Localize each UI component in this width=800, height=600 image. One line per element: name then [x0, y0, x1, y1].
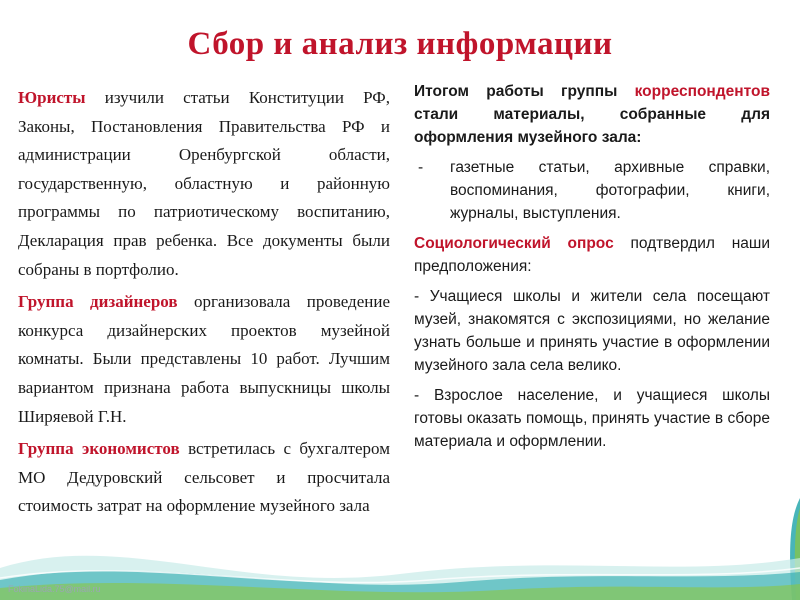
correspondents-text-b: стали материалы, собранные для оформления музейного зала:	[414, 106, 770, 146]
designers-text: организовала проведение конкурса дизайнерских проектов музейной комнаты. Были представлены 10 работ. Лучшим вариантом признана работа выпускницы школы Ширяевой Г.Н.	[18, 292, 390, 426]
designers-highlight: Группа дизайнеров	[18, 292, 178, 312]
left-column	[18, 84, 390, 525]
survey-paragraph	[414, 232, 770, 278]
economists-text: встретилась с бухгалтером МО Дедуровский сельсовет и просчитала стоимость затрат на оформление музейного зала	[18, 439, 390, 516]
right-column	[414, 80, 770, 460]
correspondents-paragraph	[414, 80, 770, 149]
decorative-waves	[0, 538, 800, 600]
materials-list-text: газетные статьи, архивные справки, воспоминания, фотографии, книги, журналы, выступления.	[450, 159, 770, 222]
economists-highlight: Группа экономистов	[18, 439, 180, 459]
materials-list-item	[414, 156, 770, 225]
author-email: FokinaLida.75@mail.ru	[8, 584, 101, 594]
economists-paragraph	[18, 435, 390, 521]
survey-text: подтвердил наши предположения:	[414, 235, 770, 275]
designers-paragraph	[18, 288, 390, 431]
slide-title: Сбор и анализ информации	[187, 26, 613, 62]
lawyers-paragraph	[18, 84, 390, 284]
correspondents-highlight: корреспондентов	[634, 83, 770, 100]
students-paragraph: - Учащиеся школы и жители села посещают музей, знакомятся с экспозициями, но желание узнать больше и принять участие в оформлении музейного зала села велико.	[414, 288, 770, 374]
correspondents-text-a: Итогом работы группы	[414, 83, 635, 100]
adults-paragraph: - Взрослое население, и учащиеся школы готовы оказать помощь, принять участие в сборе материала и оформлении.	[414, 387, 770, 450]
survey-highlight: Социологический опрос	[414, 235, 614, 252]
lawyers-highlight: Юристы	[18, 88, 86, 107]
lawyers-text: изучили статьи Конституции РФ, Законы, Постановления Правительства РФ и администрации Оренбургской области, государственную, областную и районную программы по патриотическому воспитанию, Декларация прав ребенка. Все документы были собраны в портфолио.	[18, 88, 390, 279]
list-dash: -	[418, 159, 424, 176]
